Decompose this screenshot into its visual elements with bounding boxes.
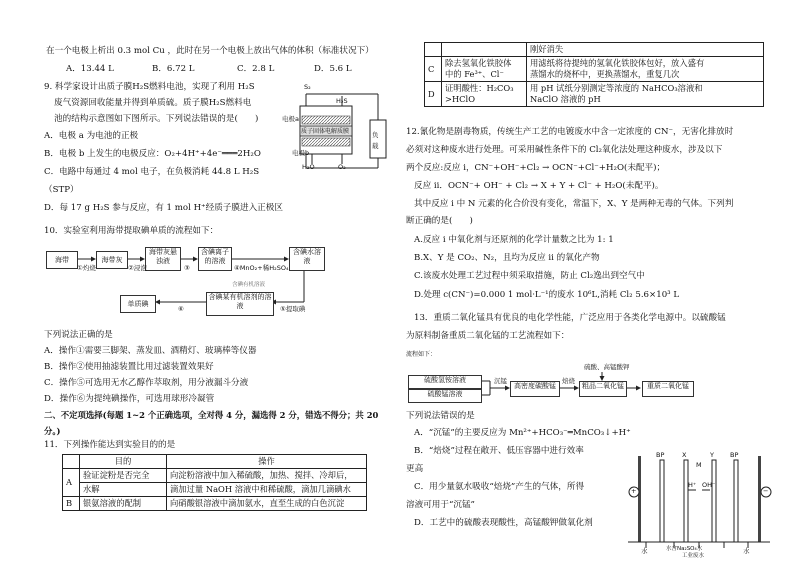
water-label-1: 水 — [641, 547, 648, 555]
electrodialysis-diagram — [626, 450, 772, 558]
q13-option-c-cont: 溶液可用于“沉锰” — [406, 500, 475, 510]
table-cell: 向硝酸银溶液中滴加氨水，直至生成的白色沉淀 — [167, 497, 367, 511]
s2-label: S₂ — [304, 83, 311, 91]
table-row — [63, 497, 367, 511]
y-label: Y — [710, 451, 714, 459]
q13-flow-label: 流程如下： — [406, 351, 437, 358]
waste-label: 水含Na₂SO₄水 — [666, 546, 703, 552]
water-label-2: 水 — [743, 547, 750, 555]
load-label: 负载 — [372, 131, 379, 150]
table-cell: B — [63, 497, 80, 511]
q8-option-a: A．13.44 L — [66, 64, 114, 74]
q9-option-a: A．电极 a 为电池的正极 — [44, 131, 139, 141]
table-header-op: 操作 — [167, 455, 367, 469]
q12-line-3: 两个反应:反应 i，CN⁻+OH⁻+Cl₂ → OCN⁻+Cl⁻+H₂O(未配平)； — [406, 163, 666, 173]
q13-option-d: D．工艺中的硫酸表现酸性，高锰酸钾做氧化剂 — [414, 518, 593, 528]
flow-step-3: ③ — [184, 264, 190, 272]
goal-line: 证明酸性：H₂CO₃ — [445, 83, 514, 93]
o2-label: O₂ — [338, 163, 346, 171]
table-row — [425, 43, 764, 57]
mn-step-1: 沉锰 — [494, 377, 507, 385]
q9-option-b: B．电极 b 上发生的电极反应：O₂+4H⁺+4e⁻═══2H₂O — [44, 149, 261, 159]
flow-step-4: ④MnO₂+稀H₂SO₄ — [234, 264, 289, 272]
table-cell: 银氨溶液的配制 — [80, 497, 167, 511]
op-line: NaClO 溶液的 pH — [530, 94, 601, 104]
flow-box-4: 含碘离子的溶液 — [198, 247, 232, 271]
m-label: M — [696, 461, 702, 469]
q12-line-6: 断正确的是( ) — [406, 216, 473, 226]
goal-line: 中的 Fe³⁺、Cl⁻ — [445, 69, 504, 79]
q12-option-c: C.该废水处理工艺过程中须采取措施，防止 Cl₂逸出到空气中 — [414, 271, 645, 281]
table-cell: C — [425, 57, 442, 82]
flow-step-2: ②浸泡 — [128, 264, 147, 272]
q9-option-d: D．每 17 g H₂S 参与反应，有 1 mol H⁺经质子膜进入正极区 — [44, 203, 283, 213]
q9-stem-3: 池的结构示意图如下图所示。下列说法错误的是( ) — [54, 114, 259, 124]
mn-input-1: 硫酸氢铵溶液 — [408, 375, 482, 389]
table-cell: 水解 — [80, 483, 167, 497]
q10-option-b: B．操作②使用抽滤装置比用过滤装置效果好 — [44, 362, 214, 372]
table-cell: A — [63, 469, 80, 497]
q10-option-d: D．操作⑥为提纯碘操作，可选用球形冷凝管 — [44, 394, 215, 404]
table-header-goal: 目的 — [80, 455, 167, 469]
flow-step-5: ⑤提取碘 — [280, 305, 306, 313]
q13-option-a: A．“沉锰”的主要反应为 Mn²⁺+HCO₃⁻═MnCO₃↓+H⁺ — [414, 428, 631, 438]
table-cell — [527, 57, 764, 82]
table-row — [425, 82, 764, 107]
flow-step-1: ①灼烧 — [77, 264, 96, 272]
q12-line-2: 必须对这种废水进行处理。可采用碱性条件下的 Cl₂氧化法处理这种废水，涉及以下 — [406, 145, 723, 155]
electrode-b-label: 电极b — [292, 149, 310, 157]
q13-option-c: C．用少量氨水吸收“焙烧”产生的气体，所得 — [414, 482, 585, 492]
q12-option-a: A.反应 i 中氧化剂与还原剂的化学计量数之比为 1: 1 — [414, 235, 614, 245]
q11-table-cont — [424, 42, 764, 107]
flow-box-8: 单质碘 — [120, 295, 156, 313]
flow-box-1: 海带 — [46, 251, 78, 269]
flow-box-2: 海带灰 — [96, 251, 128, 269]
q13-line-2: 为原料制备重质二氧化锰的工艺流程如下： — [406, 331, 570, 341]
q11-stem: 11．下列操作能达到实验目的的是 — [44, 440, 176, 450]
q12-option-d: D.处理 c(CN⁻)=0.000 1 mol·L⁻¹的废水 10⁶L,消耗 Cl₂ 5.6×10³ L — [414, 290, 680, 300]
q8-option-c: C．2.8 L — [237, 64, 275, 74]
q8-option-b: B．6.72 L — [152, 64, 195, 74]
q12-line-5: 其中反应 i 中 N 元素的化合价没有变化，常温下，X、Y 是两种无毒的气体。下列判 — [414, 199, 734, 209]
q8-tail: 在一个电极上析出 0.3 mol Cu ，此时在另一个电极上放出气体的体积（标准状况下） — [46, 46, 374, 56]
q9-stem-2: 废气资源回收能量并得到单质硫。质子膜H₂S燃料电 — [54, 98, 252, 108]
mn-box-3: 重质二氧化锰 — [642, 381, 694, 397]
table-cell — [63, 455, 80, 469]
q12-line-4: 反应 ii．OCN⁻+ OH⁻ + Cl₂ → X + Y + Cl⁻ + H₂O(未配平)。 — [414, 181, 664, 191]
op-line: 用滤纸将待提纯的氢氧化铁胶体包好，放入盛有 — [530, 58, 705, 68]
q13-question: 下列说法错误的是 — [406, 411, 475, 421]
goal-line: >HClO — [445, 94, 475, 104]
q8-option-d: D．5.6 L — [314, 64, 352, 74]
h2o-label: H₂O — [302, 163, 315, 171]
mn-step-2: 焙烧 — [562, 377, 575, 385]
q9-option-c-cont: （STP） — [44, 185, 79, 195]
table-cell — [425, 43, 442, 57]
q11-table — [62, 454, 367, 511]
table-cell — [442, 57, 527, 82]
flow-box-6: 含碘某有机溶剂的溶液 — [206, 292, 274, 316]
minus-sign: − — [763, 487, 769, 495]
q10-option-c: C．操作⑤可选用无水乙醇作萃取剂，用分液漏斗分液 — [44, 378, 249, 388]
table-row — [63, 469, 367, 483]
q13-line-1: 13．重质二氧化锰具有优良的电化学性能，广泛应用于各类化学电源中。以硫酸锰 — [414, 313, 726, 323]
mn-flow-chart — [406, 360, 716, 406]
mn-box-1: 高密度碳酸锰 — [510, 381, 560, 397]
mn-top-reagents: 硫酸、高锰酸钾 — [584, 363, 630, 371]
q10-question: 下列说法正确的是 — [44, 330, 113, 340]
bp-label-2: BP — [730, 451, 739, 459]
table-cell — [442, 43, 527, 57]
table-row — [63, 455, 367, 469]
q13-option-b: B．“焙烧”过程在敞开、低压容器中进行效率 — [414, 446, 584, 456]
q10-option-a: A．操作①需要三脚架、蒸发皿、酒精灯、玻璃棒等仪器 — [44, 346, 257, 356]
flow-box-3: 海带灰悬浊液 — [145, 247, 181, 271]
h2s-label: H₂S — [336, 97, 348, 105]
flow-box-7-hidden: 含碘有机溶液 — [232, 282, 266, 288]
bp-label-1: BP — [656, 451, 665, 459]
table-cell: 向淀粉溶液中加入稀硫酸，加热、搅拌、冷却后， — [167, 469, 367, 483]
electrode-a-label: 电极a — [282, 115, 299, 123]
table-cell: 验证淀粉是否完全 — [80, 469, 167, 483]
plus-sign: + — [631, 487, 637, 495]
q9-stem-1: 9. 科学家设计出质子膜H₂S燃料电池，实现了利用 H₂S — [44, 82, 255, 92]
x-label: X — [682, 451, 687, 459]
q9-option-c: C．电路中每通过 4 mol 电子，在负极消耗 44.8 L H₂S — [44, 167, 260, 177]
op-line: 用 pH 试纸分别测定等浓度的 NaHCO₃溶液和 — [530, 83, 703, 93]
op-line: 蒸馏水的烧杯中，更换蒸馏水，重复几次 — [530, 69, 680, 79]
fuel-cell-diagram — [282, 83, 394, 178]
table-row — [63, 483, 367, 497]
flow-step-6: ⑥ — [178, 305, 184, 313]
table-row — [425, 57, 764, 82]
oh-minus-label: OH⁻ — [702, 481, 716, 489]
wastewater-label: 工业废水 — [682, 553, 705, 559]
q12-line-1: 12.氰化物是剧毒物质，传统生产工艺的电镀废水中含一定浓度的 CN⁻，无害化排放时 — [406, 127, 734, 137]
table-cell: D — [425, 82, 442, 107]
table-cell: 滴加过量 NaOH 溶液中和稀硫酸，滴加几滴碘水 — [167, 483, 367, 497]
section-2-heading: 二、不定项选择(每题 1~2 个正确选项，全对得 4 分，漏选得 2 分，错选不得分；共 20 — [44, 410, 379, 420]
membrane-label: 质子固体电解质膜 — [301, 128, 350, 135]
iodine-flow-chart — [46, 242, 336, 320]
mn-box-2: 粗品二氧化锰 — [579, 381, 627, 397]
mn-input-2: 硫酸锰溶液 — [408, 389, 482, 403]
q13-option-b-cont: 更高 — [406, 464, 424, 474]
table-cell — [442, 82, 527, 107]
q10-stem: 10．实验室利用海带提取碘单质的流程如下： — [44, 226, 219, 236]
flow-box-5: 含碘水溶液 — [289, 247, 325, 271]
section-2-heading-cont: 分。) — [44, 426, 61, 436]
h-plus-label: H⁺ — [688, 481, 697, 489]
goal-line: 除去氢氧化铁胶体 — [445, 58, 512, 68]
table-cell — [527, 82, 764, 107]
q12-option-b: B.X、Y 是 CO₂、N₂，且均为反应 ii 的氧化产物 — [414, 253, 600, 263]
table-cell: 刚好消失 — [527, 43, 764, 57]
